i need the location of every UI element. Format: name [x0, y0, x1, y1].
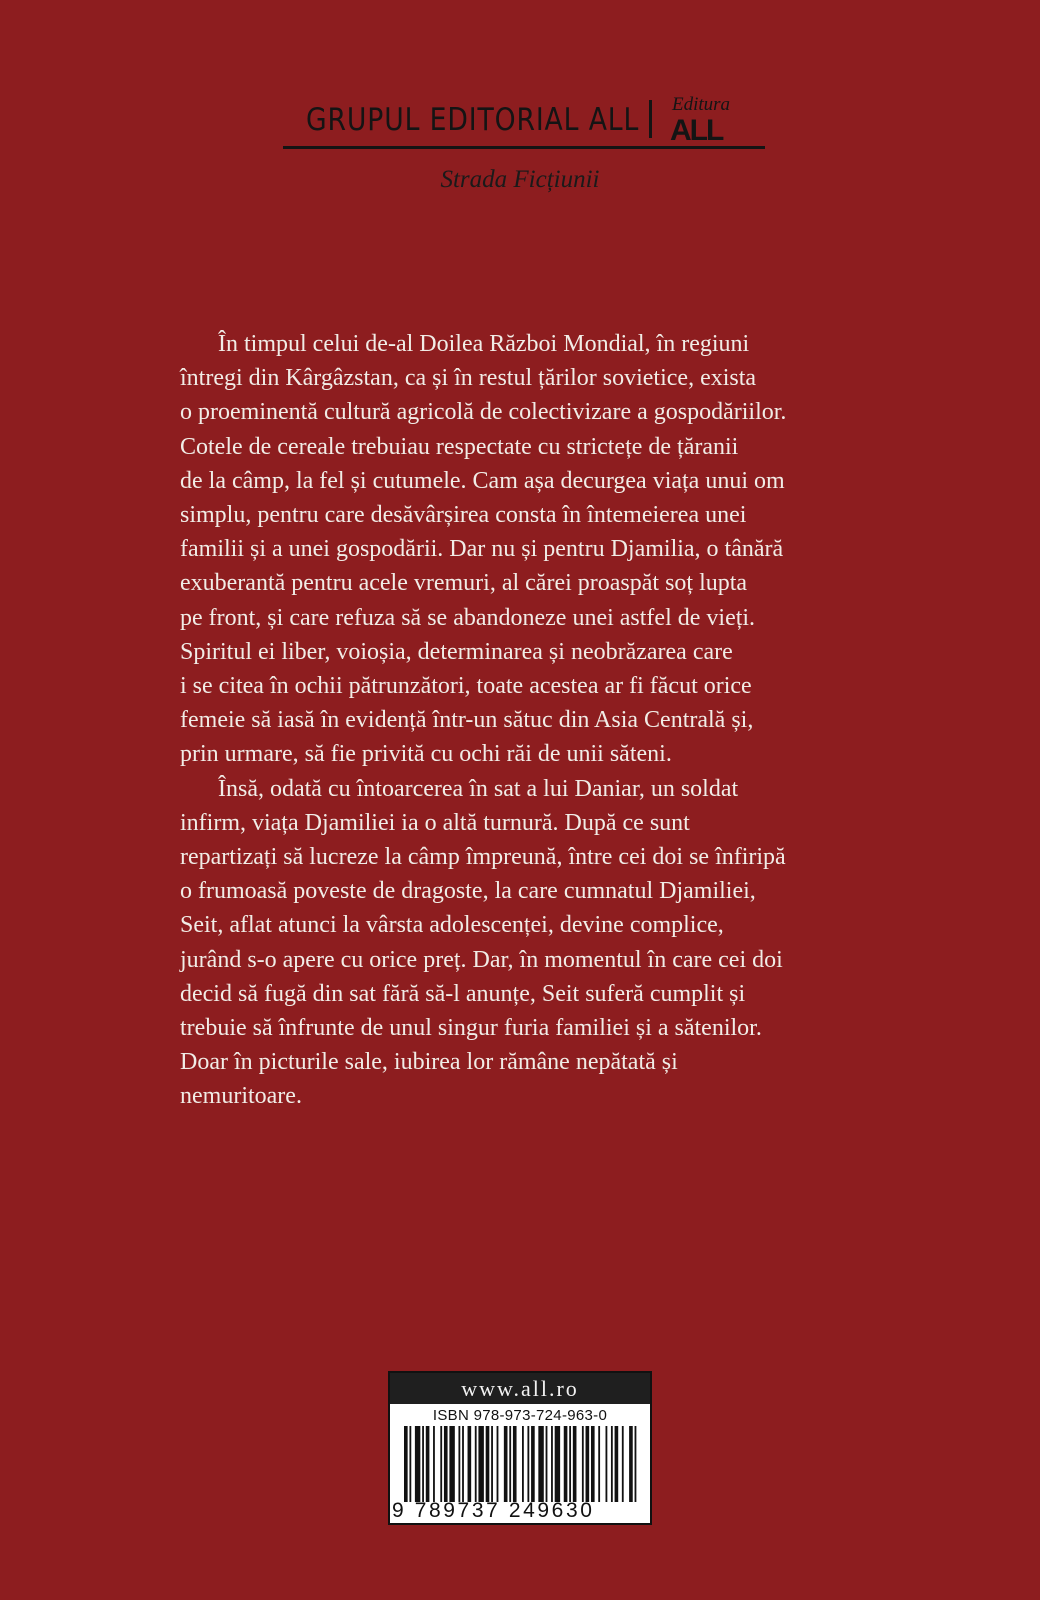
barcode-bar	[486, 1426, 490, 1502]
blurb-line: jurând s-o apere cu orice preț. Dar, în momentul în care cei doi	[180, 946, 783, 973]
blurb-line: Însă, odată cu întoarcerea în sat a lui Daniar, un soldat	[218, 775, 739, 802]
barcode-bar	[468, 1426, 472, 1502]
barcode-bar	[478, 1426, 483, 1502]
barcode-bar	[449, 1426, 454, 1502]
blurb-line: pe front, și care refuza să se abandoneze unei astfel de vieți.	[180, 604, 756, 631]
series-name: Strada Ficțiunii	[440, 166, 600, 193]
blurb-line: repartizați să lucreze la câmp împreună, între cei doi se înfiripă	[180, 844, 786, 871]
barcode-bar	[606, 1426, 608, 1502]
isbn-label: ISBN 978-973-724-963-0	[432, 1407, 608, 1424]
blurb-line: nemuritoare.	[180, 1083, 302, 1110]
blurb-line: trebuie să înfrunte de unul singur furia familiei și a sătenilor.	[180, 1015, 762, 1042]
barcode-bar	[504, 1426, 508, 1502]
logo-script-text: Editura	[672, 94, 730, 115]
blurb-line: o proeminentă cultură agricolă de colectivizare a gospodăriilor.	[180, 399, 787, 426]
blurb-line: de la câmp, la fel și cutumele. Cam așa decurgea viața unui om	[180, 467, 785, 494]
barcode-bar	[497, 1426, 499, 1502]
barcode-bar	[555, 1426, 560, 1502]
barcode-bar	[404, 1426, 408, 1502]
barcode-bar	[415, 1426, 420, 1502]
barcode-block	[390, 1373, 650, 1523]
barcode-bar	[409, 1426, 411, 1502]
publisher-rule	[283, 146, 765, 149]
blurb-line: În timpul celui de-al Doilea Război Mondial, în regiuni	[218, 331, 750, 357]
barcode-bar	[635, 1426, 637, 1502]
blurb-line: familii și a unei gospodării. Dar nu și pentru Djamilia, o tânără	[180, 536, 784, 563]
blurb-paragraph	[180, 327, 870, 772]
blurb-line: întregi din Kârgâzstan, ca și în restul țărilor sovietice, exista	[180, 365, 757, 392]
barcode-bar	[433, 1426, 435, 1502]
barcode-bar	[538, 1426, 543, 1502]
barcode-bar	[426, 1426, 430, 1502]
barcode-bar	[582, 1426, 584, 1502]
barcode-bar	[491, 1426, 493, 1502]
publisher-name: GRUPUL EDITORIAL ALL	[306, 102, 640, 138]
barcode-bar	[629, 1426, 633, 1502]
blurb-line: femeie să iasă în evidență într-un sătuc din Asia Centrală și,	[180, 707, 754, 734]
blurb-paragraph	[180, 772, 870, 1114]
barcode-bar	[551, 1426, 553, 1502]
barcode-bar	[622, 1426, 624, 1502]
blurb-line: Doar în picturile sale, iubirea lor rămâne nepătată și	[180, 1049, 678, 1076]
barcode-bar	[522, 1426, 524, 1502]
barcode-bar	[531, 1426, 535, 1502]
blurb-line: exuberantă pentru acele vremuri, al cărei proaspăt soț lupta	[180, 570, 748, 597]
blurb-line: decid să fugă din sat fără să-l anunțe, Seit suferă cumplit și	[180, 980, 746, 1007]
barcode-bar	[611, 1426, 613, 1502]
barcode-bar	[444, 1426, 448, 1502]
blurb-line: Spiritul ei liber, voioșia, determinarea și neobrăzarea care	[180, 638, 733, 665]
barcode-bar	[458, 1426, 460, 1502]
barcode-bar	[564, 1426, 568, 1502]
blurb-line: i se citea în ochii pătrunzători, toate acestea ar fi făcut orice	[180, 673, 752, 700]
blurb-line: prin urmare, să fie privită cu ochi răi de unii săteni.	[180, 741, 672, 768]
barcode-bar	[422, 1426, 424, 1502]
blurb-line: o frumoasă poveste de dragoste, la care cumnatul Djamiliei,	[180, 878, 756, 905]
barcode-bar	[513, 1426, 517, 1502]
barcode-bar	[546, 1426, 548, 1502]
barcode-bar	[509, 1426, 511, 1502]
blurb-line: Cotele de cereale trebuiau respectate cu strictețe de țăranii	[180, 433, 739, 460]
book-blurb	[180, 327, 870, 1114]
barcode-bar	[591, 1426, 595, 1502]
barcode-bar	[462, 1426, 464, 1502]
publisher-separator	[649, 100, 652, 138]
barcode-bar	[598, 1426, 600, 1502]
barcode-bar	[573, 1426, 577, 1502]
blurb-line: Seit, aflat atunci la vârsta adolescenței, devine complice,	[180, 912, 724, 939]
logo-mark-text: ALL	[670, 114, 723, 144]
blurb-line: simplu, pentru care desăvârșirea consta în întemeierea unei	[180, 502, 747, 529]
publisher-website: www.all.ro	[390, 1373, 650, 1404]
blurb-line: infirm, viața Djamiliei ia o altă turnură. După ce sunt	[180, 809, 690, 836]
barcode-bar	[475, 1426, 477, 1502]
barcode-bar	[586, 1426, 590, 1502]
barcode-bars	[404, 1426, 640, 1502]
barcode-bar	[569, 1426, 571, 1502]
barcode-digits: 9 789737 249630	[392, 1499, 595, 1522]
barcode-bar	[527, 1426, 529, 1502]
barcode-bar	[440, 1426, 442, 1502]
barcode-bar	[615, 1426, 619, 1502]
publisher-header	[283, 92, 765, 150]
editura-all-logo	[666, 92, 730, 144]
